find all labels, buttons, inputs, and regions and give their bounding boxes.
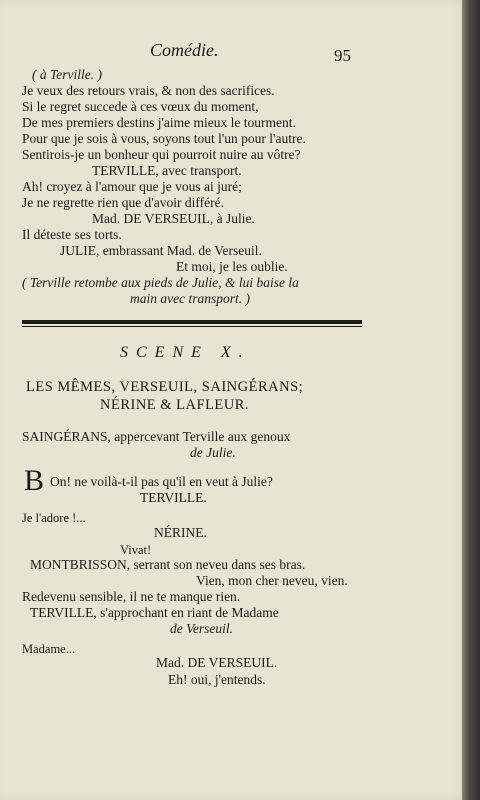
- verse-line: Si le regret succede à ces vœux du moment,: [22, 99, 259, 114]
- verse-line: Eh! oui, j'entends.: [168, 672, 266, 687]
- verse-line: Vien, mon cher neveu, vien.: [196, 573, 348, 588]
- verse-line: Madame...: [22, 642, 76, 656]
- speaker-heading: MONTBRISSON, serrant son neveu dans ses bras.: [30, 557, 306, 572]
- page-number: 95: [334, 46, 351, 65]
- verse-line: Je veux des retours vrais, & non des sacrifices.: [22, 83, 275, 98]
- stage-direction: ( Terville retombe aux pieds de Julie, & lui baise la: [22, 275, 299, 290]
- verse-line: Ah! croyez à l'amour que je vous ai juré;: [22, 179, 242, 194]
- scene-cast: NÉRINE & LAFLEUR.: [100, 397, 250, 413]
- verse-line: Je l'adore !...: [22, 511, 86, 525]
- verse-line: Il déteste ses torts.: [22, 227, 122, 242]
- drop-cap: B: [24, 464, 45, 497]
- verse-line: Et moi, je les oublie.: [176, 259, 288, 274]
- speaker-heading: TERVILLE, s'approchant en riant de Madame: [30, 605, 279, 620]
- verse-line: On! ne voilà-t-il pas qu'il en veut à Julie?: [50, 474, 273, 489]
- speaker-heading: TERVILLE, avec transport.: [92, 163, 242, 178]
- book-spine-shadow: [462, 0, 480, 800]
- verse-line: Pour que je sois à vous, soyons tout l'un pour l'autre.: [22, 131, 306, 146]
- divider-thin: [22, 326, 362, 327]
- speaker-heading: JULIE, embrassant Mad. de Verseuil.: [60, 243, 262, 258]
- speaker-heading: SAINGÉRANS, appercevant Terville aux genoux: [22, 429, 291, 444]
- verse-line: Sentirois-je un bonheur qui pourroit nuire au vôtre?: [22, 147, 301, 162]
- running-title: Comédie.: [150, 40, 219, 60]
- stage-direction: ( à Terville. ): [32, 67, 102, 82]
- stage-direction: de Verseuil.: [170, 621, 233, 636]
- scene-title: SCENE X.: [120, 344, 251, 361]
- verse-line: Redevenu sensible, il ne te manque rien.: [22, 589, 241, 604]
- stage-direction: de Julie.: [190, 445, 236, 460]
- speaker-heading: Mad. DE VERSEUIL.: [156, 655, 278, 670]
- speaker-heading: TERVILLE.: [140, 490, 207, 505]
- verse-line: Je ne regrette rien que d'avoir différé.: [22, 195, 224, 210]
- verse-line: De mes premiers destins j'aime mieux le tourment.: [22, 115, 296, 130]
- speaker-heading: NÉRINE.: [154, 525, 207, 540]
- speaker-heading: Mad. DE VERSEUIL, à Julie.: [92, 211, 255, 226]
- verse-line: Vivat!: [120, 543, 152, 557]
- scene-cast: LES MÊMES, VERSEUIL, SAINGÉRANS;: [26, 379, 304, 395]
- divider-thick: [22, 320, 362, 324]
- stage-direction: main avec transport. ): [130, 291, 250, 306]
